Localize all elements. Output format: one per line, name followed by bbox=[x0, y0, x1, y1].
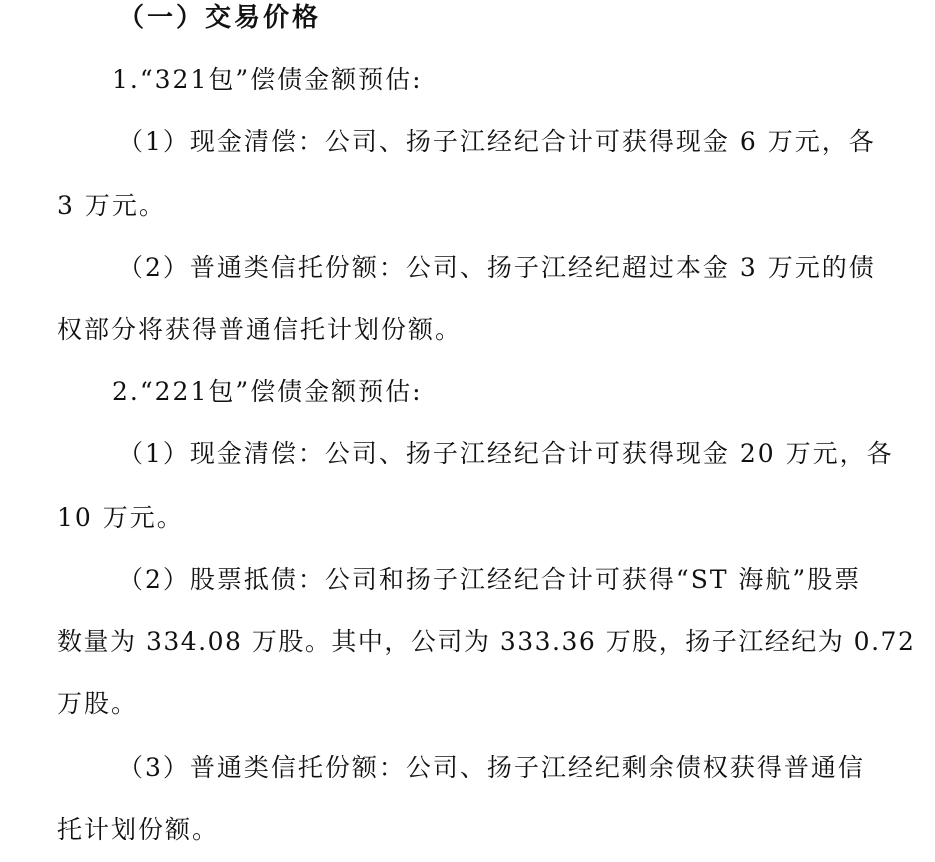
package-221-title: 2.“221包”偿债金额预估: bbox=[112, 377, 423, 406]
package-321-item-2-line-2: 权部分将获得普通信托计划份额。 bbox=[57, 315, 463, 344]
package-321-title: 1.“321包”偿债金额预估: bbox=[112, 65, 423, 94]
package-221-item-3-line-1: （3）普通类信托份额：公司、扬子江经纪剩余债权获得普通信 bbox=[118, 753, 865, 782]
package-221-item-2-line-2: 数量为 334.08 万股。其中，公司为 333.36 万股，扬子江经纪为 0.72 bbox=[57, 627, 916, 656]
package-321-item-1-line-1: （1）现金清偿：公司、扬子江经纪合计可获得现金 6 万元，各 bbox=[118, 127, 876, 156]
package-221-item-1-line-2: 10 万元。 bbox=[57, 503, 184, 532]
package-221-item-3-line-2: 托计划份额。 bbox=[57, 815, 220, 844]
package-221-item-1-line-1: （1）现金清偿：公司、扬子江经纪合计可获得现金 20 万元，各 bbox=[118, 439, 894, 468]
section-heading: （一）交易价格 bbox=[118, 3, 322, 33]
package-321-item-1-line-2: 3 万元。 bbox=[57, 191, 166, 220]
package-221-item-2-line-3: 万股。 bbox=[57, 689, 139, 718]
package-221-item-2-line-1: （2）股票抵债：公司和扬子江经纪合计可获得“ST 海航”股票 bbox=[118, 565, 862, 594]
package-321-item-2-line-1: （2）普通类信托份额：公司、扬子江经纪超过本金 3 万元的债 bbox=[118, 253, 876, 282]
